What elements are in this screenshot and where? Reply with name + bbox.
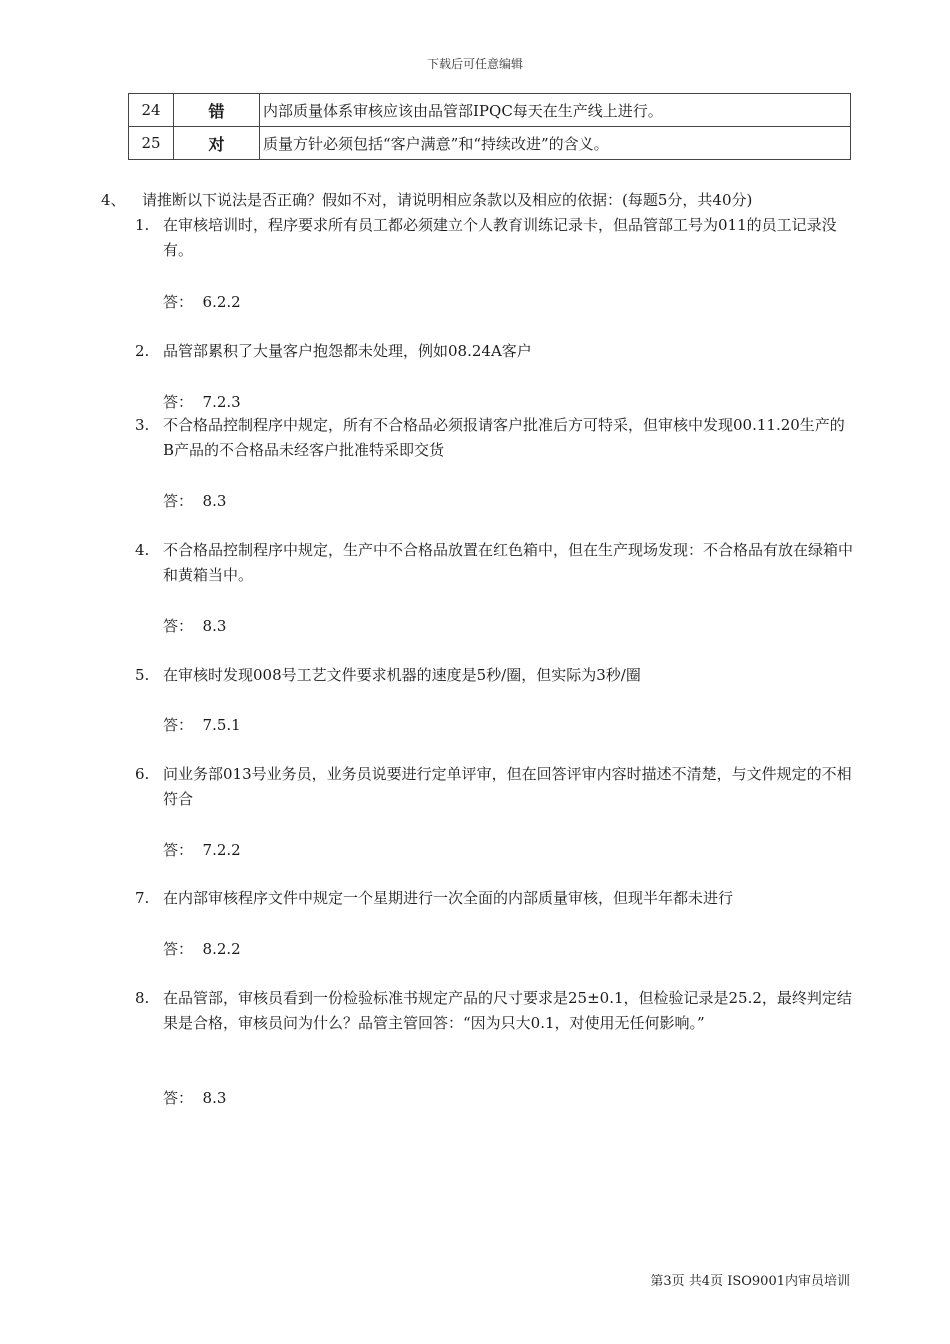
answer-line: 答： 8.3: [163, 492, 227, 510]
question-text: 不合格品控制程序中规定，所有不合格品必须报请客户批准后方可特采，但审核中发现00.11.20生产的B产品的不合格品未经客户批准特采即交货: [163, 416, 845, 459]
question-number: 5.: [135, 666, 150, 684]
question-item: [135, 538, 855, 588]
answer-line: 答： 8.3: [163, 1089, 227, 1107]
question-item: [135, 213, 855, 263]
question-number: 6.: [135, 765, 150, 783]
row-statement: 质量方针必须包括“客户满意”和“持续改进”的含义。: [260, 127, 851, 160]
page-footer: 第3页 共4页 ISO9001内审员培训: [650, 1274, 850, 1289]
row-statement: 内部质量体系审核应该由品管部IPQC每天在生产线上进行。: [260, 94, 851, 127]
answer-line: 答： 7.2.2: [163, 841, 241, 859]
question-number: 3.: [135, 416, 150, 434]
answer-line: 答： 7.2.3: [163, 393, 241, 411]
section-title: 请推断以下说法是否正确？假如不对，请说明相应条款以及相应的依据：(每题5分，共40分): [142, 191, 753, 209]
question-item: [135, 886, 855, 911]
question-text: 不合格品控制程序中规定，生产中不合格品放置在红色箱中，但在生产现场发现：不合格品有放在绿箱中和黄箱当中。: [163, 541, 854, 584]
section-number: 4、: [101, 191, 126, 209]
question-item: [135, 762, 855, 812]
row-verdict: 错: [174, 94, 260, 127]
question-text: 在品管部，审核员看到一份检验标准书规定产品的尺寸要求是25±0.1，但检验记录是25.2，最终判定结果是合格，审核员问为什么？品管主管回答：“因为只大0.1，对使用无任何影响。”: [163, 989, 852, 1032]
table-row: [129, 127, 851, 160]
page-header: 下载后可任意编辑: [426, 57, 523, 71]
question-text: 品管部累积了大量客户抱怨都未处理，例如08.24A客户: [163, 342, 532, 360]
question-text: 在审核培训时，程序要求所有员工都必须建立个人教育训练记录卡，但品管部工号为011的员工记录没有。: [163, 216, 837, 259]
question-number: 2.: [135, 342, 150, 360]
question-item: [135, 663, 855, 688]
answer-line: 答： 8.2.2: [163, 940, 241, 958]
answer-table: [128, 93, 851, 160]
row-number: 24: [129, 94, 174, 127]
question-text: 在内部审核程序文件中规定一个星期进行一次全面的内部质量审核，但现半年都未进行: [163, 889, 734, 907]
question-number: 1.: [135, 216, 150, 234]
question-number: 4.: [135, 541, 150, 559]
table-row: [129, 94, 851, 127]
question-number: 7.: [135, 889, 150, 907]
question-item: [135, 986, 855, 1036]
question-text: 问业务部013号业务员，业务员说要进行定单评审，但在回答评审内容时描述不清楚，与文件规定的不相符合: [163, 765, 852, 808]
answer-line: 答： 7.5.1: [163, 716, 241, 734]
row-verdict: 对: [174, 127, 260, 160]
section-heading: [101, 189, 752, 210]
answer-line: 答： 8.3: [163, 617, 227, 635]
answer-line: 答： 6.2.2: [163, 293, 241, 311]
row-number: 25: [129, 127, 174, 160]
question-item: [135, 339, 855, 364]
question-text: 在审核时发现008号工艺文件要求机器的速度是5秒/圈，但实际为3秒/圈: [163, 666, 641, 684]
question-number: 8.: [135, 989, 150, 1007]
question-item: [135, 413, 855, 463]
